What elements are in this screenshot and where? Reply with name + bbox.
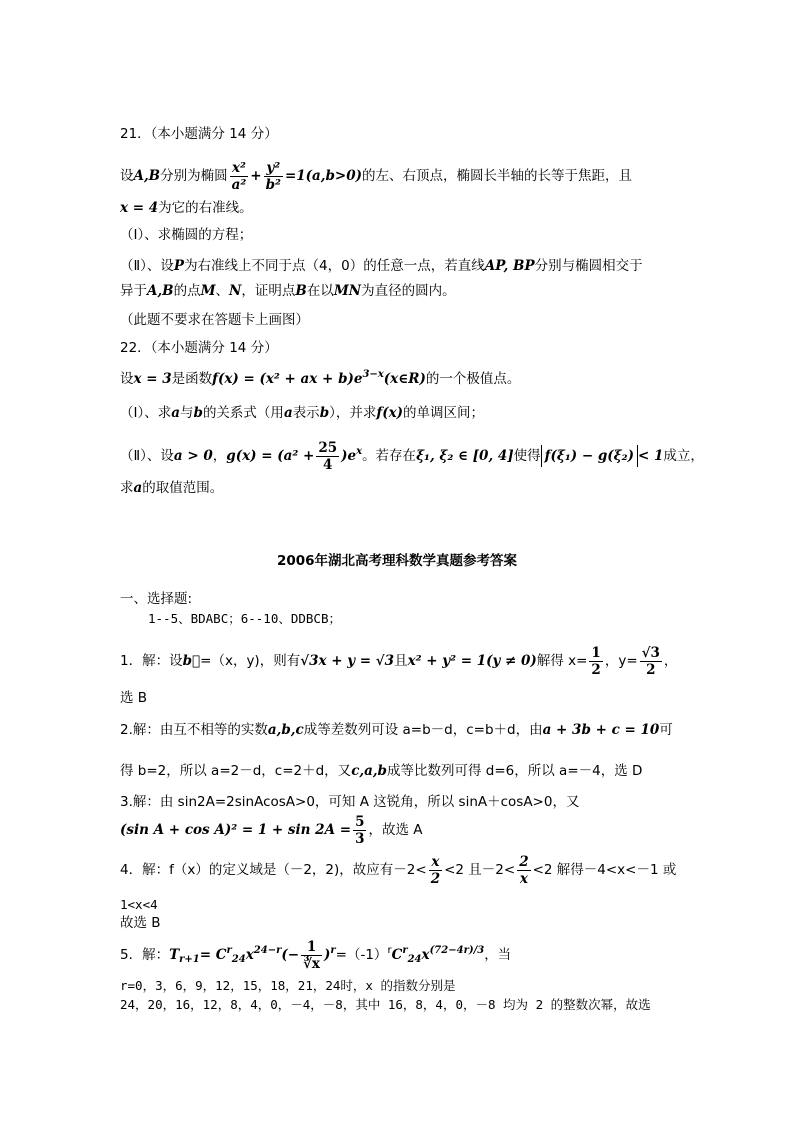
a4-frac1-den: 2: [430, 870, 441, 887]
answer5-line2: [120, 977, 455, 995]
q21-l1-a: 设: [120, 168, 134, 184]
q21-l1-c: 分别为椭圆: [160, 168, 228, 184]
q22-l1-a: 设: [120, 371, 134, 387]
a2-f: 得 b=2，所以 a=2－d，c=2＋d，又: [120, 763, 352, 779]
function-g-exp: x: [356, 446, 363, 457]
q21-header: [120, 125, 278, 143]
ellipse-frac-y-num: y²: [264, 160, 283, 177]
q22-p2-h: 使得: [513, 448, 541, 464]
a1-frac-x-den: 2: [591, 661, 601, 678]
q21-p2-a: （Ⅱ）、设: [120, 258, 174, 274]
ellipse-frac-x-num: x²: [230, 160, 249, 177]
choices-key-text: 1--5、BDABC；6--10、DDBCB；: [148, 611, 341, 626]
q22-p1-a: （Ⅰ）、求: [120, 405, 172, 421]
a5-frac: [301, 939, 322, 972]
q21-part1: [120, 226, 252, 244]
q21-part2-line1: [120, 257, 643, 275]
a4-frac1: [429, 854, 442, 887]
q22-p1-g: 表示: [292, 405, 320, 421]
q22-p2-a: （Ⅱ）、设: [120, 448, 174, 464]
q21-p3-k: 为直径的圆内。: [361, 283, 456, 299]
a5-k: ，当: [484, 947, 512, 963]
q21-l1-d: 的左、右顶点，椭圆长半轴的长等于焦距，且: [362, 168, 633, 184]
a1-i: ，y=: [604, 653, 638, 669]
q22-p3-a: 求: [120, 480, 134, 496]
a4-b: <2 且－2<: [444, 862, 516, 878]
a5-l: r=0，3，6，9，12，15，18，21，24时，x 的指数分别是: [120, 978, 456, 993]
answer1-line1: [120, 641, 677, 681]
q22-a-positive: a > 0: [173, 448, 213, 464]
answer2-line1: [120, 721, 673, 739]
q21-note: [120, 311, 309, 329]
a3-frac: [353, 814, 366, 847]
answer1-line2: [120, 689, 147, 707]
a5-i: C: [391, 947, 403, 963]
a3-a: 3.解：由 sin2A=2sinAcosA>0，可知 A 这锐角，所以 sinA＋cosA>0，又: [120, 794, 580, 810]
vector-b: b⃗: [182, 653, 201, 669]
a5-c-sub: 24: [231, 954, 246, 965]
q22-p1-e: 的关系式（用: [202, 405, 284, 421]
q21-p3-e: 、: [215, 283, 230, 299]
q21-l1-points: A,B: [133, 168, 161, 184]
directrix-eq: x = 4: [120, 200, 159, 216]
ellipse-frac-x-den: a²: [231, 176, 247, 193]
a1-choice: 选 B: [120, 690, 148, 706]
q22-p1-f: a: [283, 405, 293, 421]
a2-h: 成等比数列可得 d=6，所以 a=－4，选 D: [387, 763, 643, 779]
ellipse-plus: +: [250, 168, 262, 184]
answer5-line3: [120, 996, 651, 1014]
a1-j: ，: [663, 653, 678, 669]
q22-p1-h: b: [319, 405, 330, 421]
answer4-line3: [120, 914, 161, 932]
a5-j: x: [421, 947, 430, 963]
q22-p1-b: a: [171, 405, 180, 421]
function-f: f(x) = (x² + ax + b)e: [212, 371, 363, 387]
q21-p3-g: ，证明点: [241, 283, 296, 299]
a5-c-sup: r: [226, 945, 232, 956]
q22-p1-j: f(x): [376, 405, 404, 421]
a2-abc: a,b,c: [267, 722, 304, 738]
q22-part1: [120, 404, 484, 422]
q22-header-text: 22．（本小题满分 14 分）: [120, 340, 278, 356]
q22-p3-b: a: [133, 480, 143, 496]
function-g-e: )e: [341, 448, 357, 464]
answer2-line2: [120, 762, 642, 780]
point-p: P: [173, 258, 185, 274]
a5-frac-num: 1: [301, 939, 322, 956]
q22-p2-c: ，: [212, 448, 227, 464]
function-g: g(x) = (a² +: [226, 448, 315, 464]
q21-header-text: 21．（本小题满分 14 分）: [120, 126, 278, 142]
a5-g: ): [323, 947, 331, 963]
q22-p1-d: b: [193, 405, 203, 421]
q22-header: [120, 339, 278, 357]
a5-i-sub: 24: [407, 954, 422, 965]
abs-difference: f(ξ₁) − g(ξ₂): [541, 445, 638, 467]
answer4-line2: [120, 896, 158, 914]
a1-frac-y: [640, 645, 662, 678]
answer3-line2: [120, 812, 423, 848]
q22-p2-k: 成立，: [663, 448, 704, 464]
q21-note-text: （此题不要求在答题卡上画图）: [120, 312, 309, 328]
a3-frac-num: 5: [355, 813, 365, 830]
a1-eq1: √3x + y = √3: [300, 653, 395, 669]
a1-frac-y-den: 2: [646, 661, 656, 678]
q22-lt-1: < 1: [637, 448, 664, 464]
a2-a: 2.解：由互不相等的实数: [120, 722, 268, 738]
q22-l1-f: 的一个极值点。: [425, 371, 521, 387]
section-choice-text: 一、选择题:: [120, 591, 193, 607]
a1-eq2: x² + y² = 1(y ≠ 0): [407, 653, 537, 669]
a5-x: x: [245, 947, 254, 963]
function-f-exp: 3−x: [362, 369, 384, 380]
q22-part2: [120, 436, 704, 476]
a4-frac2: [517, 854, 530, 887]
a4-c: <2 解得－4<x<－1 或: [532, 862, 677, 878]
point-b: B: [295, 283, 307, 299]
a2-c: 成等差数列可设 a=b－d，c=b＋d，由: [303, 722, 543, 738]
q21-part2-line2: [120, 282, 456, 300]
a4-frac2-den: x: [519, 870, 528, 887]
q21-p3-c: 的点: [173, 283, 201, 299]
frac-25-4: [316, 440, 339, 473]
q21-line2: [120, 199, 253, 217]
q21-l2-b: 为它的右准线。: [158, 200, 253, 216]
a5-i-sup: r: [402, 945, 408, 956]
a4-frac2-num: 2: [519, 853, 529, 870]
point-n: N: [229, 283, 242, 299]
a5-j-sup: (72−4r)/3: [429, 945, 485, 956]
a1-frac-y-num: √3: [641, 644, 660, 661]
segment-mn: MN: [333, 283, 362, 299]
a4-a: 4．解：f（x）的定义域是（－2，2)，故应有－2<: [120, 862, 427, 878]
q21-p3-ab: A,B: [147, 283, 174, 299]
a1-c: =（x，y)，则有: [200, 653, 301, 669]
a5-m: 24，20，16，12，8，4，0，－4，－8，其中 16，8，4，0，－8 均为 2 的整数次幂，故选: [120, 997, 651, 1012]
a5-frac-den: ∛x: [303, 955, 320, 972]
lines-ap-bp: AP, BP: [484, 258, 535, 274]
answer4-line1: [120, 852, 676, 888]
a1-g: 解得 x=: [536, 653, 588, 669]
q22-part2-line2: [120, 479, 223, 497]
answer5-line1: [120, 935, 511, 975]
q22-l1-c: 是函数: [171, 371, 213, 387]
ellipse-frac-y-den: b²: [265, 176, 281, 193]
a5-c: = C: [199, 947, 227, 963]
a1-e: 且: [394, 653, 408, 669]
a4-e: 故选 B: [120, 915, 161, 931]
q21-p3-i: 在以: [306, 283, 334, 299]
frac-25-4-den: 4: [323, 456, 333, 473]
a4-d: 1<x<4: [120, 897, 158, 912]
a1-frac-x-num: 1: [591, 644, 601, 661]
a5-h: =（-1）: [335, 947, 388, 963]
q22-p2-f: 。若存在: [362, 448, 417, 464]
frac-25-4-num: 25: [318, 439, 338, 456]
a5-t-sub: r+1: [179, 954, 200, 965]
a3-c: ，故选 A: [368, 822, 423, 838]
a2-eq: a + 3b + c = 10: [542, 722, 660, 738]
ellipse-frac-x: [230, 160, 249, 193]
ellipse-frac-y: [264, 160, 283, 193]
point-m: M: [200, 283, 216, 299]
a5-g-sup: r: [330, 945, 336, 956]
a2-cab: c,a,b: [351, 763, 387, 779]
a5-e: (−: [281, 947, 300, 963]
q22-p1-k: 的单调区间；: [403, 405, 485, 421]
a5-x-sup: 24−r: [253, 945, 282, 956]
a5-a: 5．解：: [120, 947, 170, 963]
a4-frac1-num: x: [429, 854, 442, 871]
a3-identity: (sin A + cos A)² = 1 + sin 2A =: [120, 822, 352, 838]
a2-e: 可: [659, 722, 673, 738]
a1-a: 1．解：设: [120, 653, 183, 669]
a3-frac-den: 3: [355, 830, 365, 847]
a1-frac-x: [589, 645, 602, 678]
q22-line1: [120, 370, 520, 388]
section-choice: [120, 590, 192, 608]
q22-p1-c: 与: [179, 405, 194, 421]
function-f-domain: (x∈R): [383, 371, 426, 387]
q21-p2-e: 分别与椭圆相交于: [534, 258, 643, 274]
a5-t: T: [169, 947, 180, 963]
ellipse-condition: =1(a,b>0): [284, 168, 363, 184]
q21-line1: [120, 158, 632, 194]
answer3-line1: [120, 793, 579, 811]
xi-interval: ξ₁, ξ₂ ∈ [0, 4]: [416, 448, 514, 464]
q21-p2-c: 为右准线上不同于点（4，0）的任意一点，若直线: [184, 258, 485, 274]
q21-part1-text: （Ⅰ）、求椭圆的方程；: [120, 227, 253, 243]
q22-p1-i: ），并求: [329, 405, 377, 421]
q22-p3-c: 的取值范围。: [142, 480, 224, 496]
q22-x3: x = 3: [133, 371, 172, 387]
answers-title: 2006年湖北高考理科数学真题参考答案: [276, 553, 518, 569]
choices-key: [148, 610, 341, 628]
a5-h-sup: r: [387, 945, 392, 956]
q21-p3-a: 异于: [120, 283, 147, 299]
